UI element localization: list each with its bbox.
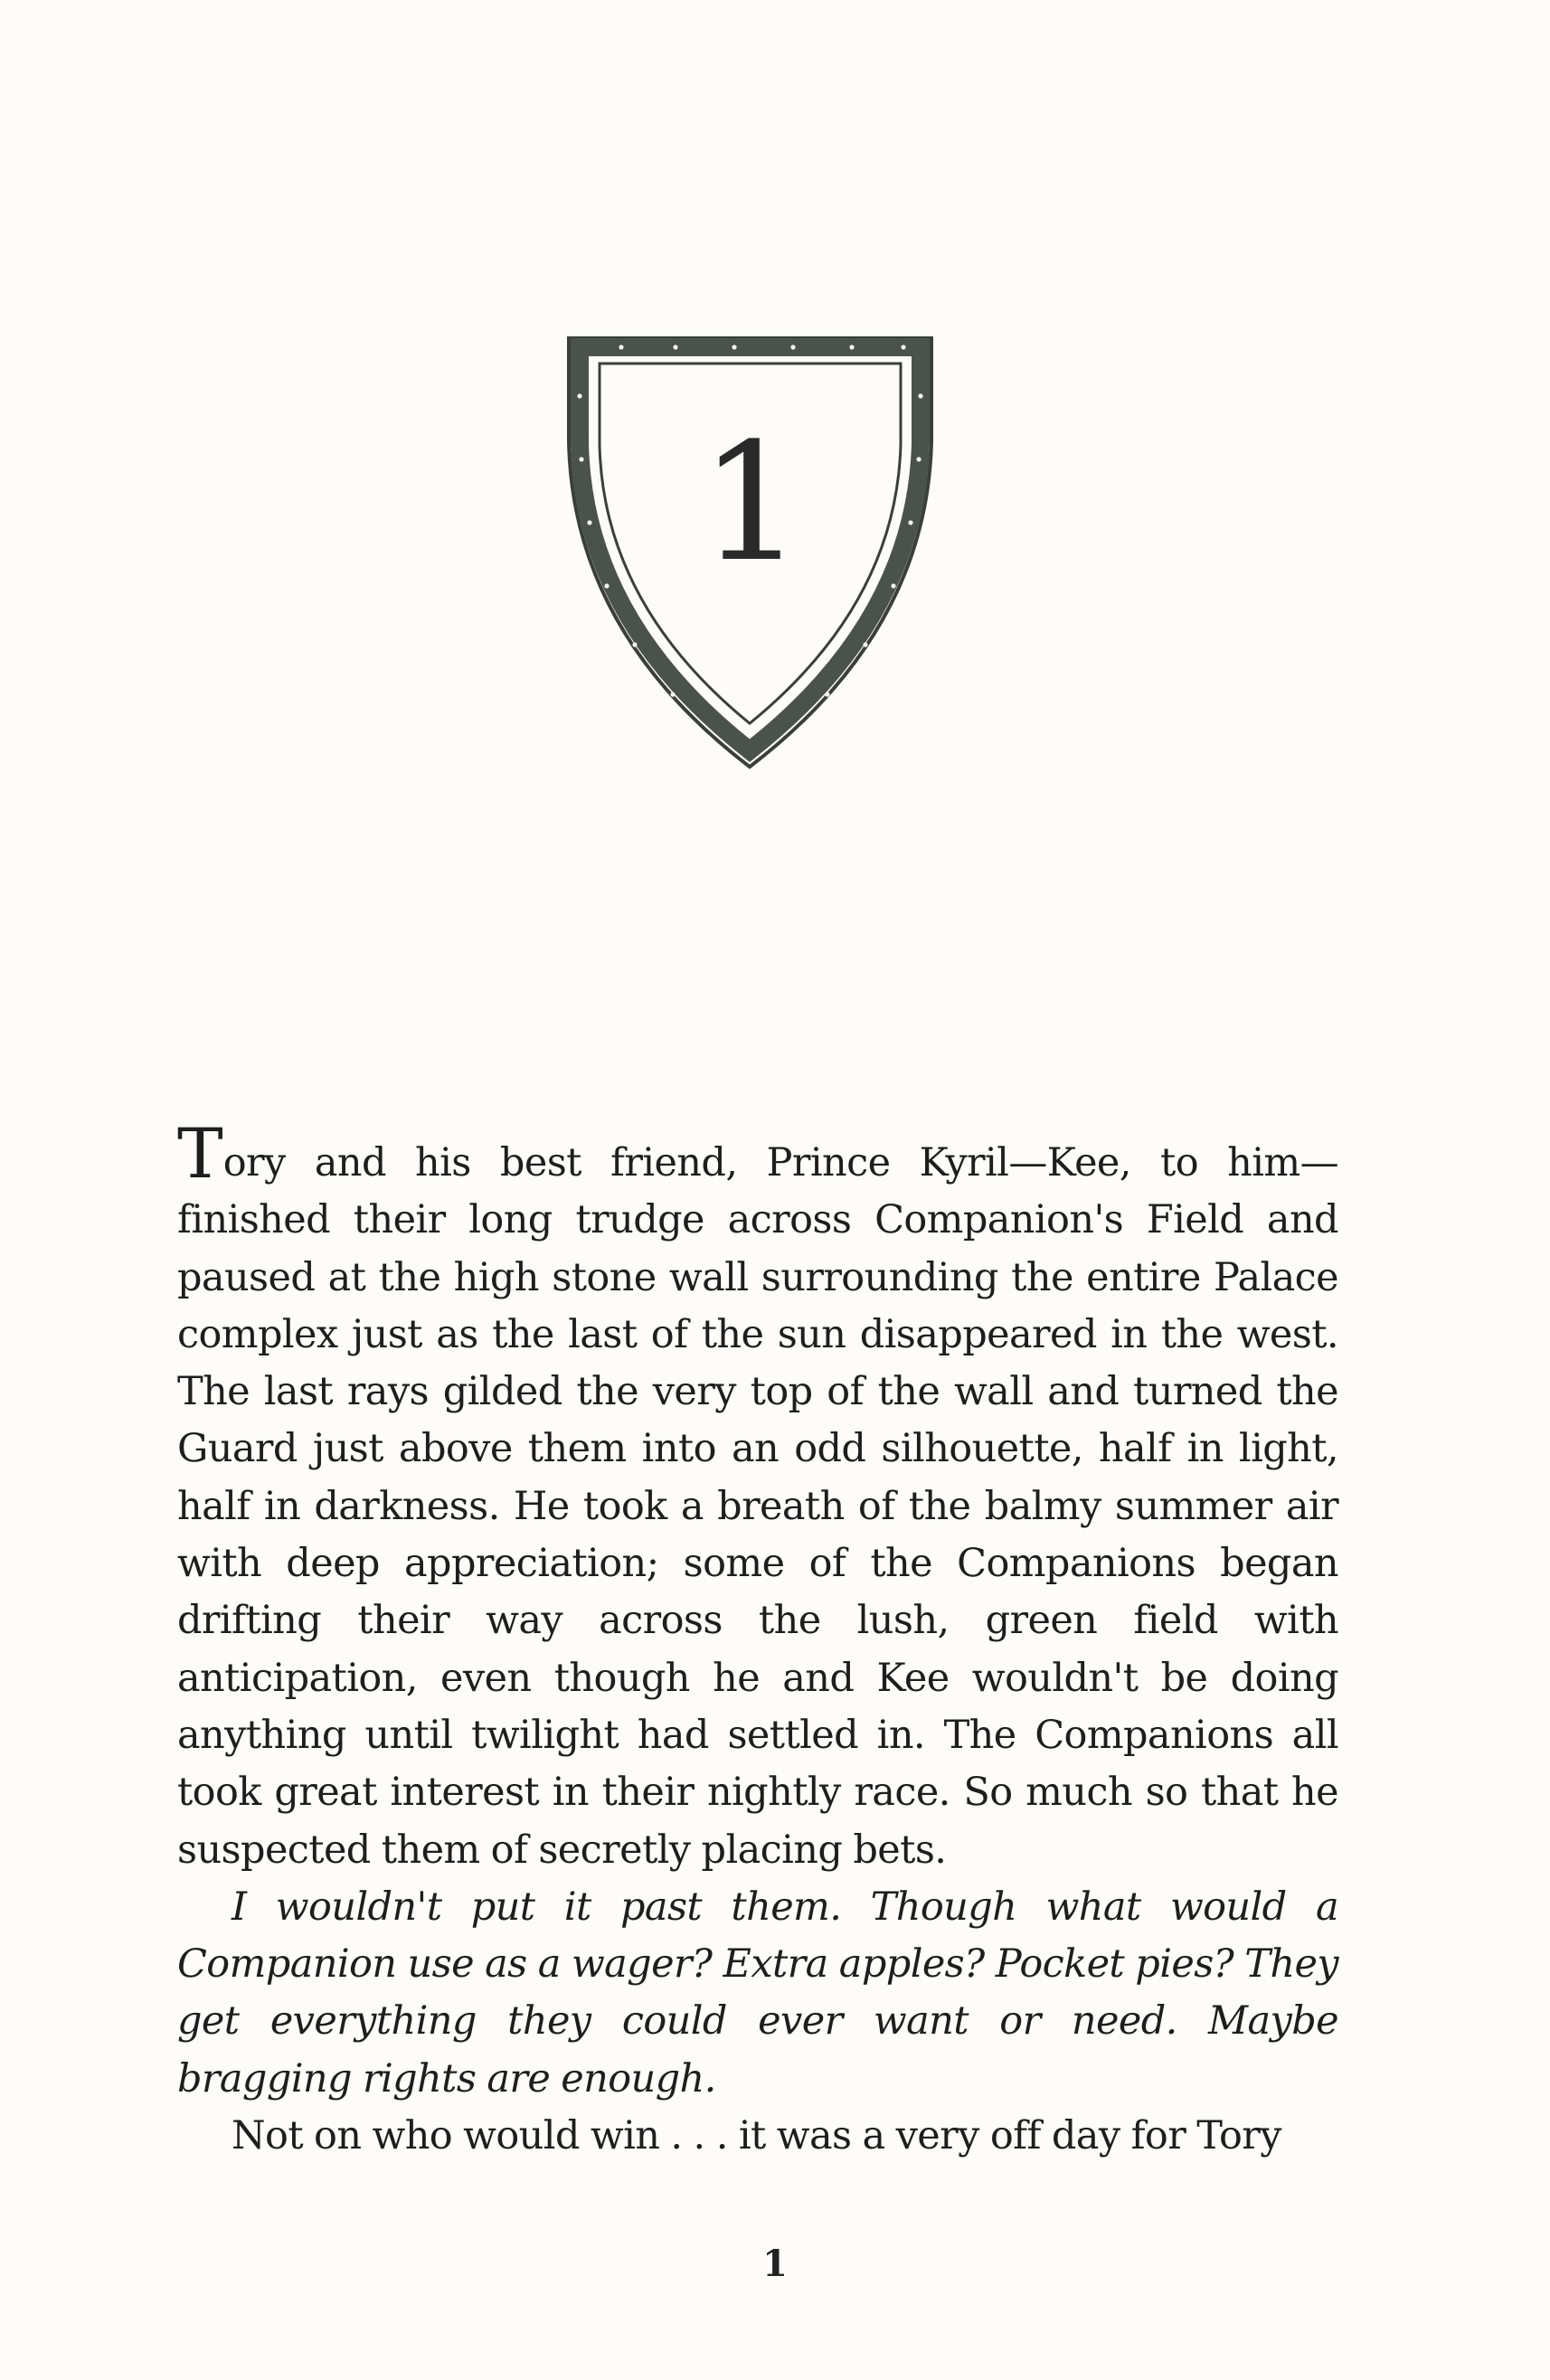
paragraph-2: I wouldn't put it past them. Though what would a Companion use as a wager? Extra apples? Pocket pies? They get everything they could ever want or need. Maybe bragging rights are enough.: [177, 1884, 1338, 2101]
page-number: 1: [762, 2243, 788, 2285]
chapter-body: [177, 1113, 1338, 2165]
drop-cap: T: [177, 1113, 223, 1194]
paragraph-1: [177, 1113, 1338, 1879]
paragraph-3: Not on who would win . . . it was a very off day for Tory: [232, 2113, 1281, 2159]
chapter-number: 1: [699, 409, 804, 598]
chapter-shield: [567, 333, 933, 771]
paragraph-1-text: ory and his best friend, Prince Kyril—Kee, to him—finished their long trudge across Companion's Field and paused at the high stone wall surrounding the entire Palace complex just as the last of the sun disappeared in the west. The last rays gilded the very top of the wall and turned the Guard just above them into an odd silhouette, half in light, half in darkness. He took a breath of the balmy summer air with deep appreciation; some of the Companions began drifting their way across the lush, green field with anticipation, even though he and Kee wouldn't be doing anything until twilight had settled in. The Companions all took great interest in their nightly race. So much so that he suspected them of secretly placing bets.: [177, 1140, 1338, 1873]
